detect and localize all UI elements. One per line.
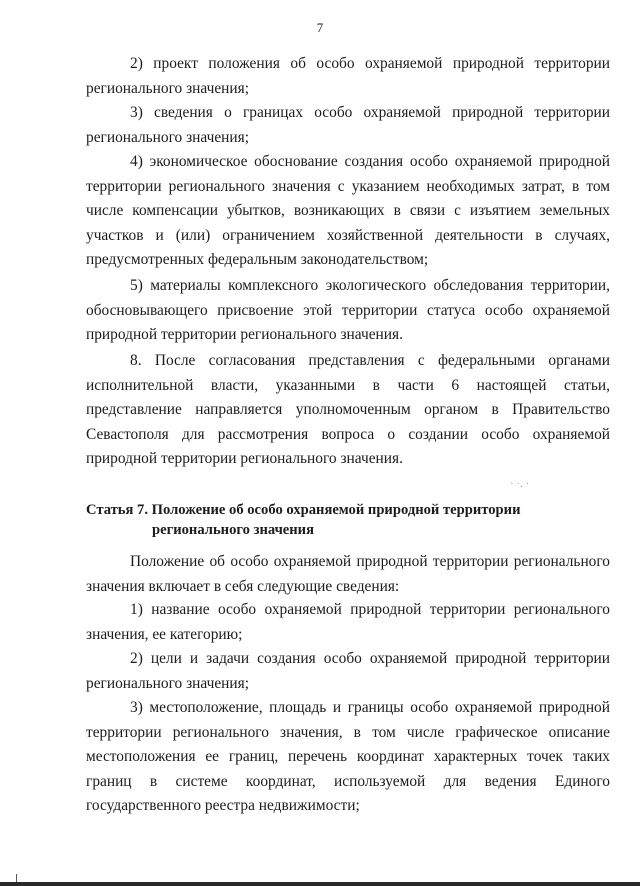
scan-mark: · ·. · (510, 478, 530, 490)
paragraph-article-7-item-1: 1) название особо охраняемой природной территории регионального значения, ее категорию; (86, 601, 610, 643)
paragraph-article-7-item-3: 3) местоположение, площадь и границы особо охраняемой природной территории регионального значения, в том числе графическое описание местоположения ее границ, перечень координат характерных точек таких границ в системе координат, используемой для ведения Единого государственного реестра недвижимости; (86, 699, 610, 815)
article-7-heading (86, 500, 606, 540)
paragraph-article-7-item-2: 2) цели и задачи создания особо охраняемой природной территории регионального значения; (86, 650, 610, 692)
scan-bottom-edge (0, 882, 640, 886)
paragraph-article-7-intro: Положение об особо охраняемой природной территории регионального значения включает в себя следующие сведения: (86, 553, 610, 595)
paragraph-section-8: 8. После согласования представления с федеральными органами исполнительной власти, указанными в части 6 настоящей статьи, представление направляется уполномоченным органом в Правительство Севастополя для рассмотрения вопроса о создании особо охраняемой природной территории регионального значения. (86, 352, 610, 468)
paragraph-item-2: 2) проект положения об особо охраняемой природной территории регионального значения; (86, 55, 610, 97)
paragraph-item-4: 4) экономическое обоснование создания особо охраняемой природной территории регионального значения с указанием необходимых затрат, в том числе компенсации убытков, возникающих в связи с изъятием земельных участков и (или) ограничением хозяйственной деятельности в случаях, предусмотренных федеральным законодательством; (86, 153, 610, 269)
paragraph-item-3: 3) сведения о границах особо охраняемой природной территории регионального значения; (86, 104, 610, 146)
scan-edge-tick (16, 874, 17, 882)
paragraph-item-5: 5) материалы комплексного экологического обследования территории, обосновывающего присвоение этой территории статуса особо охраняемой природной территории регионального значения. (86, 277, 610, 344)
article-7-heading-line1: Статья 7. Положение об особо охраняемой природной территории (86, 502, 521, 518)
page-number: 7 (316, 20, 324, 35)
article-7-heading-line2: регионального значения (152, 522, 314, 538)
